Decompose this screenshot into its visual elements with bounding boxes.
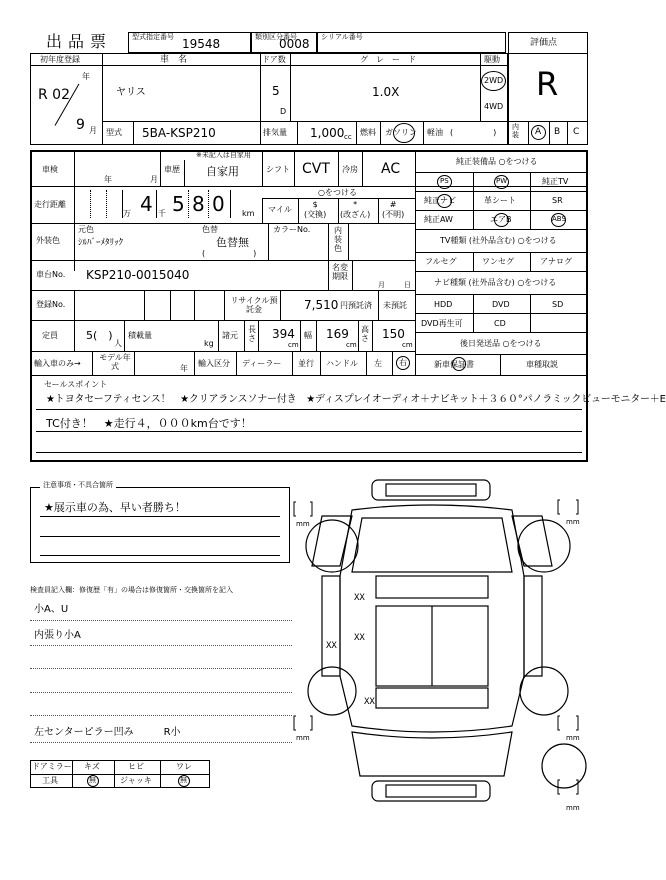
sales-label: セールスポイント (44, 380, 108, 389)
color-label: 外装色 (36, 236, 60, 245)
tv-fullseg: フルセグ (425, 257, 457, 266)
drive-label: 駆動 (484, 55, 500, 64)
door-type: D (280, 107, 287, 116)
repaint-value: 色替無 (216, 236, 249, 249)
tools-tools: 工具 (42, 776, 58, 785)
category-label: 類別区分番号 (255, 33, 297, 41)
mileage-sen: 千 (158, 209, 166, 218)
interior-label: 内装 (512, 123, 519, 139)
tools-scratch: キズ (84, 762, 100, 771)
original-color-value: ｼﾙﾊﾞｰﾒﾀﾘｯｸ (78, 238, 124, 248)
later-warranty: 新車保証書 (434, 360, 474, 369)
fuel-other: ( ) (450, 128, 497, 137)
inspector-line-2: 内張り小A (34, 630, 81, 641)
reg-no-label: 登録No. (36, 300, 66, 309)
later-label: 後日発送品 ○をつける (460, 339, 542, 348)
length-unit: cm (288, 341, 299, 349)
history-value: 自家用 (206, 165, 239, 178)
doors-value: 5 (272, 84, 280, 98)
genuine-label: 純正装備品 ○をつける (456, 157, 538, 166)
width-label: 幅 (304, 331, 312, 340)
displacement-value: 1,000 (310, 126, 345, 140)
mile-label: マイル (268, 205, 292, 214)
inspector-label: 検査員記入欄：修復歴「有」の場合は修復箇所・交換箇所を記入 (30, 586, 233, 594)
name-change-label: 名変期限 (332, 263, 348, 281)
damage-mark-1: XX (354, 593, 365, 603)
mileage-digit-6: 8 (192, 192, 205, 216)
navi-sd: SD (552, 300, 564, 309)
navi-dvd: DVD (492, 300, 510, 309)
width-unit: cm (346, 341, 357, 349)
car-name: ヤリス (116, 87, 146, 98)
model-year-label: モデル年式 (99, 353, 131, 371)
equip-aw: 純正AW (424, 215, 453, 224)
tv-oneseg: ワンセグ (482, 257, 514, 266)
height-unit: cm (402, 341, 413, 349)
equip-leather: 革シート (484, 196, 516, 205)
model-year-unit: 年 (180, 364, 188, 373)
ac-label: 冷房 (342, 165, 358, 174)
mileage-circle-note: ○をつける (318, 188, 357, 197)
first-reg-label: 初年度登録 (40, 55, 80, 64)
mileage-man: 万 (123, 209, 131, 218)
mileage-digit-5: 5 (172, 192, 185, 216)
equip-airbag: エアB (490, 215, 512, 224)
tools-break: ワレ (176, 762, 192, 771)
original-color-label: 元色 (78, 225, 94, 234)
navi-label: ナビ種類 (社外品含む) ○をつける (434, 278, 557, 287)
capacity-unit: 人 (114, 339, 122, 348)
height-label: 高さ (361, 325, 369, 343)
diagram-mm-1: mm (296, 520, 310, 528)
width-value: 169 (326, 327, 349, 341)
mileage-km: km (242, 209, 255, 218)
chassis-label: 車台No. (36, 270, 66, 279)
tools-jack: ジャッキ (120, 776, 152, 785)
diagram-mm-2: mm (566, 518, 580, 526)
equip-sr: SR (552, 196, 563, 205)
drive-2wd: 2WD (484, 76, 504, 85)
diagram-mm-4: mm (566, 734, 580, 742)
tools-tools-value: 無 (89, 776, 96, 784)
import-parallel: 並行 (298, 359, 314, 368)
name-change-day: 日 (404, 281, 411, 289)
tv-label: TV種類 (社外品含む) ○をつける (440, 236, 557, 245)
equip-navi: 純正ナビ (424, 196, 456, 205)
navi-dvd-play: DVD再生可 (421, 319, 463, 328)
form-title: 出品票 (46, 32, 113, 51)
category-no: 0008 (279, 37, 310, 51)
damage-mark-4: XX (364, 697, 375, 707)
import-label: 輸入車のみ→ (34, 359, 81, 368)
recycle-status: 円預託済 (340, 301, 372, 310)
history-note: ※未記入は自家用 (196, 151, 251, 159)
length-label: 長さ (248, 325, 256, 343)
import-type-label: 輸入区分 (198, 359, 230, 368)
interior-color-label: 内装色 (334, 226, 342, 253)
shaken-year-unit: 年 (104, 175, 112, 184)
first-reg-month-unit: 月 (89, 126, 97, 135)
shaken-month-unit: 月 (150, 175, 158, 184)
mileage-unknown: # (不明) (382, 200, 405, 219)
score-value: R (536, 65, 559, 103)
shift-label: シフト (266, 165, 290, 174)
mileage-exchange: $ (交換) (304, 200, 327, 219)
grade-value: 1.0X (372, 85, 400, 99)
mileage-label: 走行距離 (34, 200, 66, 209)
damage-mark-3: XX (326, 641, 337, 651)
navi-cd: CD (494, 319, 506, 328)
capacity-value: 5( ) (86, 329, 113, 342)
diagram-mm-5: mm (566, 804, 580, 812)
displacement-cc: cc (344, 133, 352, 141)
later-manual: 車種取説 (526, 360, 558, 369)
model-value: 5BA-KSP210 (142, 126, 216, 140)
sales-line-2: TC付き！ ★走行４，０００km台です！ (46, 417, 252, 430)
ac-value: AC (381, 161, 401, 177)
handle-label: ハンドル (326, 359, 358, 368)
mileage-altered: * (改ざん) (340, 200, 371, 219)
fuel-gasoline: ガソリン (385, 128, 417, 137)
mileage-digit-4: 4 (140, 192, 153, 216)
displacement-label: 排気量 (263, 128, 287, 137)
color-no-label: カラーNo. (273, 225, 311, 234)
type-approval-no: 19548 (182, 37, 221, 51)
mileage-digits (74, 188, 260, 220)
equip-ps: PS (440, 177, 449, 185)
fuel-label: 燃料 (360, 128, 376, 137)
tools-jack-value: 無 (180, 776, 187, 784)
tools-crack: ヒビ (128, 762, 144, 771)
name-change-month: 月 (378, 281, 385, 289)
import-dealer: ディーラー (242, 359, 282, 368)
shaken-label: 車検 (42, 165, 58, 174)
drive-4wd: 4WD (484, 102, 504, 111)
recycle-unpaid: 未預託 (383, 301, 407, 310)
notes-box (30, 487, 290, 563)
equip-tv: 純正TV (542, 177, 569, 186)
interior-b: B (554, 127, 561, 137)
first-reg-year-unit: 年 (82, 72, 90, 81)
tv-analog: アナログ (540, 257, 572, 266)
doors-label: ドア数 (262, 55, 286, 64)
recycle-label: リサイクル預託金 (230, 296, 278, 315)
first-reg-era: R 02 (38, 87, 70, 103)
capacity-label: 定員 (42, 331, 58, 340)
history-label: 車歴 (164, 165, 180, 174)
notes-label: 注意事項・不具合箇所 (40, 482, 116, 489)
serial-label: シリアル番号 (321, 33, 363, 41)
recycle-value: 7,510 (304, 298, 339, 312)
equip-pw: PW (496, 177, 508, 185)
diagram-mm-3: mm (296, 734, 310, 742)
handle-right: 右 (399, 358, 407, 367)
tools-door-mirror: ドアミラー (32, 762, 72, 771)
sales-line-1: ★トヨタセーフティセンス！ ★クリアランスソナー付き ★ディスプレイオーディオ＋ナビキット＋３６０°パノラミックビューモニター＋E (46, 394, 666, 405)
car-damage-diagram (292, 476, 592, 816)
interior-a: A (535, 127, 542, 137)
inspector-line-6: 左センターピラー凹み R小 (34, 727, 181, 738)
load-unit: kg (204, 339, 214, 348)
interior-c: C (573, 127, 580, 137)
first-reg-month: 9 (76, 117, 85, 133)
repaint-paren: ( ) (202, 249, 257, 258)
dims-label: 諸元 (222, 331, 238, 340)
score-label: 評価点 (530, 38, 558, 48)
length-value: 394 (272, 327, 295, 341)
repaint-label: 色替 (202, 225, 218, 234)
navi-hdd: HDD (434, 300, 453, 309)
shift-value: CVT (302, 161, 330, 177)
grade-label: グ レ ー ド (360, 55, 416, 64)
mileage-digit-7: 0 (212, 192, 225, 216)
chassis-value: KSP210-0015040 (86, 268, 190, 282)
height-value: 150 (382, 327, 405, 341)
handle-left: 左 (374, 359, 382, 368)
notes-text: ★展示車の為、早い者勝ち！ (44, 501, 186, 514)
type-approval-label: 型式指定番号 (132, 33, 174, 41)
damage-mark-2: XX (354, 633, 365, 643)
load-label: 積載量 (128, 331, 152, 340)
model-label: 型式 (106, 128, 122, 137)
fuel-light-oil: 軽油 (427, 128, 443, 137)
equip-abs: ABS (552, 215, 566, 223)
inspector-line-1: 小A、U (34, 604, 69, 615)
car-name-label: 車 名 (160, 55, 188, 65)
